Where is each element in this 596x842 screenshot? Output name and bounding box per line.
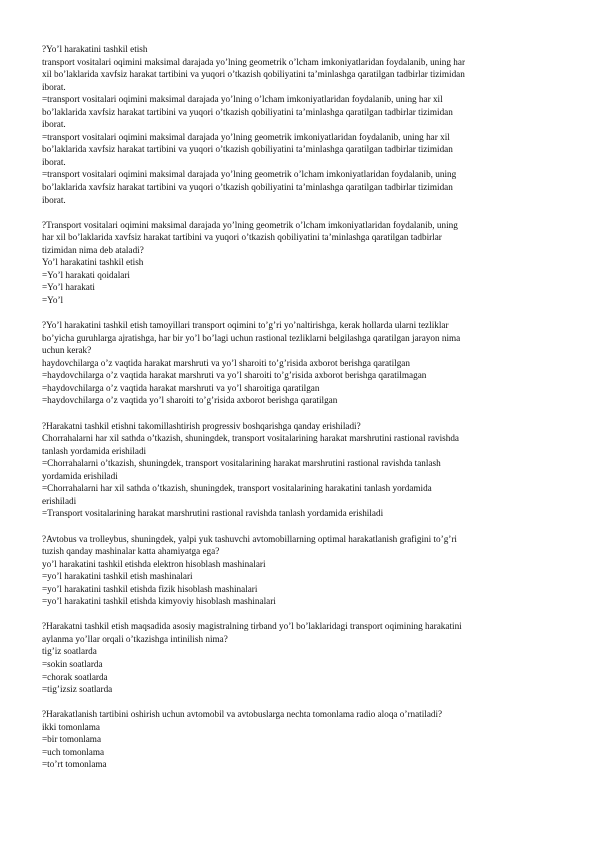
question-text: ?Yo’l harakatini tashkil etish [42,44,148,54]
correct-answer: yo’l harakatini tashkil etishda elektron hisoblash mashinalari [42,558,266,569]
distractor-answer: =uch tomonlama [42,746,105,757]
question-block-1 [42,43,556,206]
correct-answer: tanlash yordamida erishiladi [42,445,147,456]
distractor-answer: =sokin soatlarda [42,659,103,670]
question-block-5 [42,533,556,608]
distractor-answer: =Chorrahalarni har xil sathda o’tkazish, shuningdek, transport vositalarining harakatini tanlash yordamida [42,483,432,494]
question-block-4 [42,420,556,520]
distractor-answer: iborat. [42,194,66,205]
distractor-answer: bo’laklarida xavfsiz harakat tartibini va yuqori o’tkazish qobiliyatini ta’minlashga qaratilgan tadbirlar tizimidan [42,182,453,193]
distractor-answer: =bir tomonlama [42,734,102,745]
correct-answer: iborat. [42,81,66,92]
distractor-answer: =Yo’l harakati qoidalari [42,269,130,280]
distractor-answer: =yo’l harakatini tashkil etish mashinalari [42,571,193,582]
question-text: aylanma yo’llar orqali o’tkazishga intinilish nima? [42,633,228,644]
distractor-answer: iborat. [42,156,66,167]
distractor-answer: =Transport vositalarining harakat marshrutini rastional ravishda tanlash yordamida erishiladi [42,508,384,519]
question-text: ?Harakatlanish tartibini oshirish uchun avtomobil va avtobuslarga nechta tomonlama radio aloqa o’rnatiladi? [42,709,443,720]
question-text: tizimidan nima deb ataladi? [42,244,144,255]
question-block-3 [42,319,556,407]
distractor-answer: =chorak soatlarda [42,671,108,682]
distractor-answer: erishiladi [42,495,77,506]
question-block-6 [42,620,556,695]
distractor-answer: =transport vositalari oqimini maksimal darajada yo’lning geometrik o’lcham imkoniyatlaridan foydalanib, uning [42,169,457,180]
distractor-answer: =Chorrahalarni o’tkazish, shuningdek, transport vositalarining harakat marshrutini rastional ravishda tanlash [42,458,441,469]
question-text: ?Avtobus va trolleybus, shuningdek, yalpi yuk tashuvchi avtomobillarning optimal harakatlanish grafigini to’g’ri [42,533,457,544]
distractor-answer: bo’laklarida xavfsiz harakat tartibini va yuqori o’tkazish qobiliyatini ta’minlashga qaratilgan tadbirlar tizimidan [42,106,453,117]
correct-answer: ikki tomonlama [42,721,100,732]
question-text: uchun kerak? [42,345,92,356]
question-text: ?Yo’l harakatini tashkil etish tamoyillari transport oqimini to’g’ri yo’naltirishga, kerak hollarda ularni tezliklar [42,320,449,331]
question-block-2 [42,219,556,307]
correct-answer: xil bo’laklarida xavfsiz harakat tartibini va yuqori o’tkazish qobiliyatini ta’minlashga qaratilgan tadbirlar tizimidan [42,69,465,80]
correct-answer: Chorrahalarni har xil sathda o’tkazish, shuningdek, transport vositalarining harakat marshrutini rastional ravishda [42,433,459,444]
distractor-answer: =transport vositalari oqimini maksimal darajada yo’lning o’lcham imkoniyatlaridan foydalanib, uning har xil [42,94,443,105]
distractor-answer: iborat. [42,119,66,130]
question-text: ?Harakatni tashkil etish maqsadida asosiy magistralning tirband yo’l bo’laklaridagi transport oqimining harakatini [42,621,462,632]
distractor-answer: =transport vositalari oqimini maksimal darajada yo’lning geometrik imkoniyatlaridan foydalanib, uning har xil [42,131,450,142]
distractor-answer: =haydovchilarga o’z vaqtida yo’l sharoiti to’g’risida axborot berishga qaratilgan [42,395,338,406]
correct-answer: transport vositalari oqimini maksimal darajada yo’lning geometrik o’lcham imkoniyatlaridan foydalanib, uning har [42,56,466,67]
distractor-answer: =yo’l harakatini tashkil etishda fizik hisoblash mashinalari [42,583,258,594]
distractor-answer: =Yo’l [42,294,64,305]
question-text: ?Transport vositalari oqimini maksimal darajada yo’lning geometrik o’lcham imkoniyatlaridan foydalanib, uning [42,219,458,230]
correct-answer: tig’iz soatlarda [42,646,97,657]
question-block-7 [42,708,556,771]
distractor-answer: =yo’l harakatini tashkil etishda kimyoviy hisoblash mashinalari [42,596,276,607]
distractor-answer: =tig’izsiz soatlarda [42,684,113,695]
distractor-answer: =to’rt tomonlama [42,759,107,770]
distractor-answer: =Yo’l harakati [42,282,95,293]
question-text: tuzish qanday mashinalar katta ahamiyatga ega? [42,546,220,557]
correct-answer: haydovchilarga o’z vaqtida harakat marshruti va yo’l sharoiti to’g’risida axborot berishga qaratilgan [42,357,410,368]
distractor-answer: =haydovchilarga o’z vaqtida harakat marshruti va yo’l sharoitiga qaratilgan [42,382,320,393]
correct-answer: Yo’l harakatini tashkil etish [42,257,144,268]
distractor-answer: bo’laklarida xavfsiz harakat tartibini va yuqori o’tkazish qobiliyatini ta’minlashga qaratilgan tadbirlar tizimidan [42,144,453,155]
distractor-answer: =haydovchilarga o’z vaqtida harakat marshruti va yo’l sharoiti to’g’risida axborot berishga qaratilmagan [42,370,427,381]
distractor-answer: yordamida erishiladi [42,470,118,481]
question-text: ?Harakatni tashkil etishni takomillashtirish progressiv boshqarishga qanday erishiladi? [42,420,361,431]
question-text: har xil bo’laklarida xavfsiz harakat tartibini va yuqori o’tkazish qobiliyatini ta’minlashga qaratilgan tadbirlar [42,232,442,243]
question-text: bo’yicha guruhlarga ajratishga, har bir yo’l bo’lagi uchun rastional tezliklarni belgilashga qaratilgan jarayon nima [42,332,461,343]
